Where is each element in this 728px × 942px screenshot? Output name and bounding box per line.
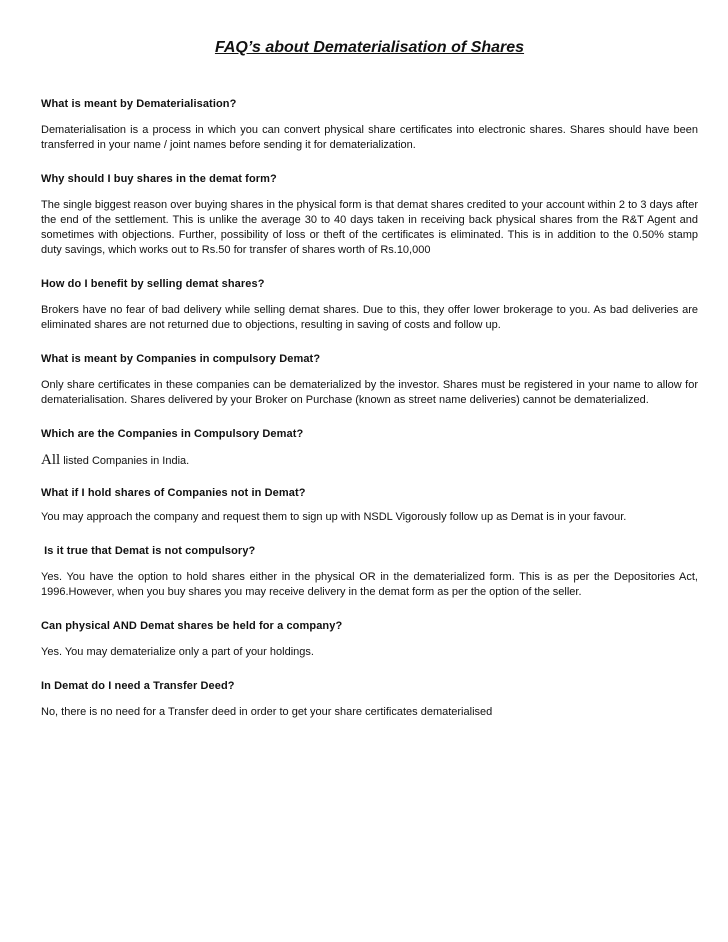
faq-item (41, 97, 698, 153)
faq-answer-rest: listed Companies in India. (60, 455, 190, 467)
faq-answer: You may approach the company and request them to sign up with NSDL Vigorously follow up as Demat is in your favour. (41, 511, 627, 523)
faq-item (41, 679, 698, 720)
document-title: FAQ’s about Dematerialisation of Shares (214, 39, 525, 56)
faq-item (41, 619, 698, 660)
faq-answer: Yes. You may dematerialize only a part of your holdings. (41, 646, 314, 658)
faq-item (41, 544, 698, 600)
faq-answer (41, 453, 698, 469)
faq-question: What if I hold shares of Companies not in Demat? (41, 487, 306, 499)
faq-question: How do I benefit by selling demat shares? (41, 278, 265, 290)
faq-question: What is meant by Companies in compulsory Demat? (41, 353, 321, 365)
faq-item (41, 352, 698, 408)
faq-item (41, 172, 698, 258)
faq-answer: Dematerialisation is a process in which you can convert physical share certificates into electronic shares. Shares should have been transferred in your name / joint names before sending it for dematerialization. (41, 124, 698, 151)
faq-question: What is meant by Dematerialisation? (41, 98, 237, 110)
faq-item (41, 277, 698, 333)
faq-answer-lead-word: All (41, 452, 61, 468)
faq-question: Which are the Companies in Compulsory Demat? (41, 428, 304, 440)
faq-answer: Only share certificates in these companies can be dematerialized by the investor. Shares must be registered in your name to allow for dematerialisation. Shares delivered by your Broker on Purchase (known as street name deliveries) cannot be dematerialized. (41, 379, 698, 406)
faq-answer: The single biggest reason over buying shares in the physical form is that demat shares credited to your account within 2 to 3 days after the end of the settlement. This is unlike the average 30 to 40 days taken in receiving back physical shares from the R&T Agent and sometimes with objections. Further, possibility of loss or theft of the certificates is eliminated. This is in addition to the 0.50% stamp duty savings, which works out to Rs.50 for transfer of shares worth of Rs.10,000 (41, 199, 698, 256)
faq-question: Why should I buy shares in the demat form? (41, 173, 277, 185)
faq-answer: No, there is no need for a Transfer deed in order to get your share certificates dematerialised (41, 706, 493, 718)
document-page (41, 38, 698, 720)
faq-answer: Yes. You have the option to hold shares either in the physical OR in the dematerialized form. This is as per the Depositories Act, 1996.However, when you buy shares you may receive delivery in the demat form as per the option of the seller. (41, 571, 698, 598)
faq-question: Can physical AND Demat shares be held for a company? (41, 620, 343, 632)
faq-item (41, 486, 698, 525)
faq-question: Is it true that Demat is not compulsory? (41, 545, 256, 557)
faq-question: In Demat do I need a Transfer Deed? (41, 680, 235, 692)
faq-answer: Brokers have no fear of bad delivery while selling demat shares. Due to this, they offer lower brokerage to you. As bad deliveries are eliminated shares are not returned due to objections, resulting in saving of costs and follow up. (41, 304, 698, 331)
faq-item (41, 427, 698, 469)
